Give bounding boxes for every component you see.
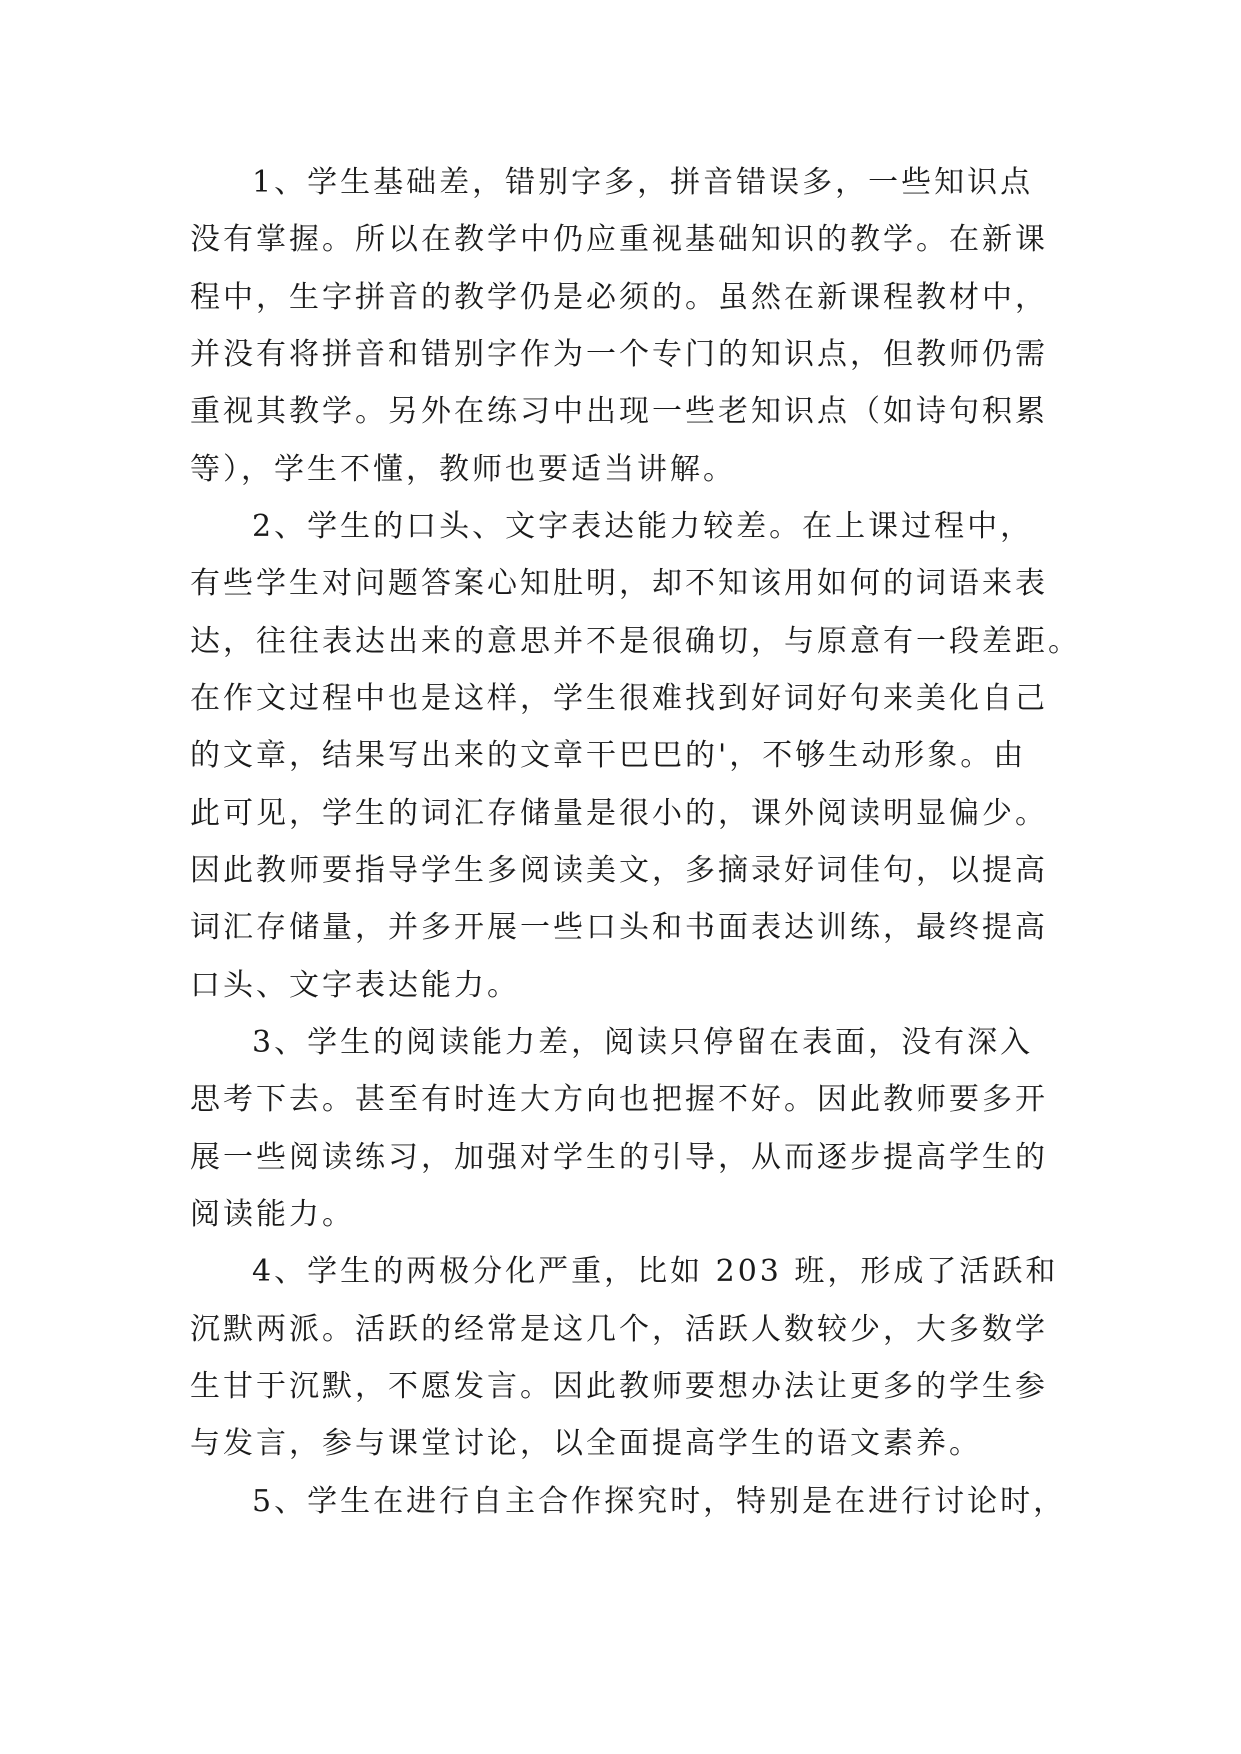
paragraph-2-line-2: 有些学生对问题答案心知肚明，却不知该用如何的词语来表 bbox=[190, 566, 1048, 601]
paragraph-2-line-8: 词汇存储量，并多开展一些口头和书面表达训练，最终提高 bbox=[190, 910, 1048, 945]
paragraph-1-line-3: 程中，生字拼音的教学仍是必须的。虽然在新课程教材中， bbox=[190, 280, 1048, 315]
paragraph-4-line-2: 沉默两派。活跃的经常是这几个，活跃人数较少，大多数学 bbox=[190, 1312, 1048, 1347]
paragraph-2-line-6: 此可见，学生的词汇存储量是很小的，课外阅读明显偏少。 bbox=[190, 796, 1048, 831]
paragraph-3-line-2: 思考下去。甚至有时连大方向也把握不好。因此教师要多开 bbox=[190, 1082, 1048, 1117]
paragraph-5-line-1: 5、学生在进行自主合作探究时，特别是在进行讨论时， bbox=[252, 1484, 1067, 1519]
paragraph-1-line-2: 没有掌握。所以在教学中仍应重视基础知识的教学。在新课 bbox=[190, 222, 1048, 257]
paragraph-2-line-4: 在作文过程中也是这样，学生很难找到好词好句来美化自己 bbox=[190, 681, 1048, 716]
paragraph-2-line-3: 达，往往表达出来的意思并不是很确切，与原意有一段差距。 bbox=[190, 624, 1081, 659]
paragraph-1-line-5: 重视其教学。另外在练习中出现一些老知识点（如诗句积累 bbox=[190, 394, 1048, 429]
paragraph-3-line-3: 展一些阅读练习，加强对学生的引导，从而逐步提高学生的 bbox=[190, 1140, 1048, 1175]
paragraph-4-line-4: 与发言，参与课堂讨论，以全面提高学生的语文素养。 bbox=[190, 1426, 982, 1461]
paragraph-1-line-1: 1、学生基础差，错别字多，拼音错误多，一些知识点 bbox=[252, 165, 1034, 200]
paragraph-4-line-1: 4、学生的两极分化严重，比如 203 班，形成了活跃和 bbox=[252, 1254, 1059, 1289]
paragraph-2-line-1: 2、学生的口头、文字表达能力较差。在上课过程中， bbox=[252, 509, 1034, 544]
paragraph-1-line-6: 等），学生不懂，教师也要适当讲解。 bbox=[190, 452, 736, 487]
paragraph-2-line-9: 口头、文字表达能力。 bbox=[190, 968, 520, 1003]
paragraph-4-line-3: 生甘于沉默，不愿发言。因此教师要想办法让更多的学生参 bbox=[190, 1369, 1048, 1404]
paragraph-2-line-5: 的文章，结果写出来的文章干巴巴的'，不够生动形象。由 bbox=[190, 738, 1027, 773]
paragraph-1-line-4: 并没有将拼音和错别字作为一个专门的知识点，但教师仍需 bbox=[190, 337, 1048, 372]
paragraph-3-line-4: 阅读能力。 bbox=[190, 1197, 355, 1232]
paragraph-2-line-7: 因此教师要指导学生多阅读美文，多摘录好词佳句，以提高 bbox=[190, 853, 1048, 888]
paragraph-3-line-1: 3、学生的阅读能力差，阅读只停留在表面，没有深入 bbox=[252, 1025, 1034, 1060]
